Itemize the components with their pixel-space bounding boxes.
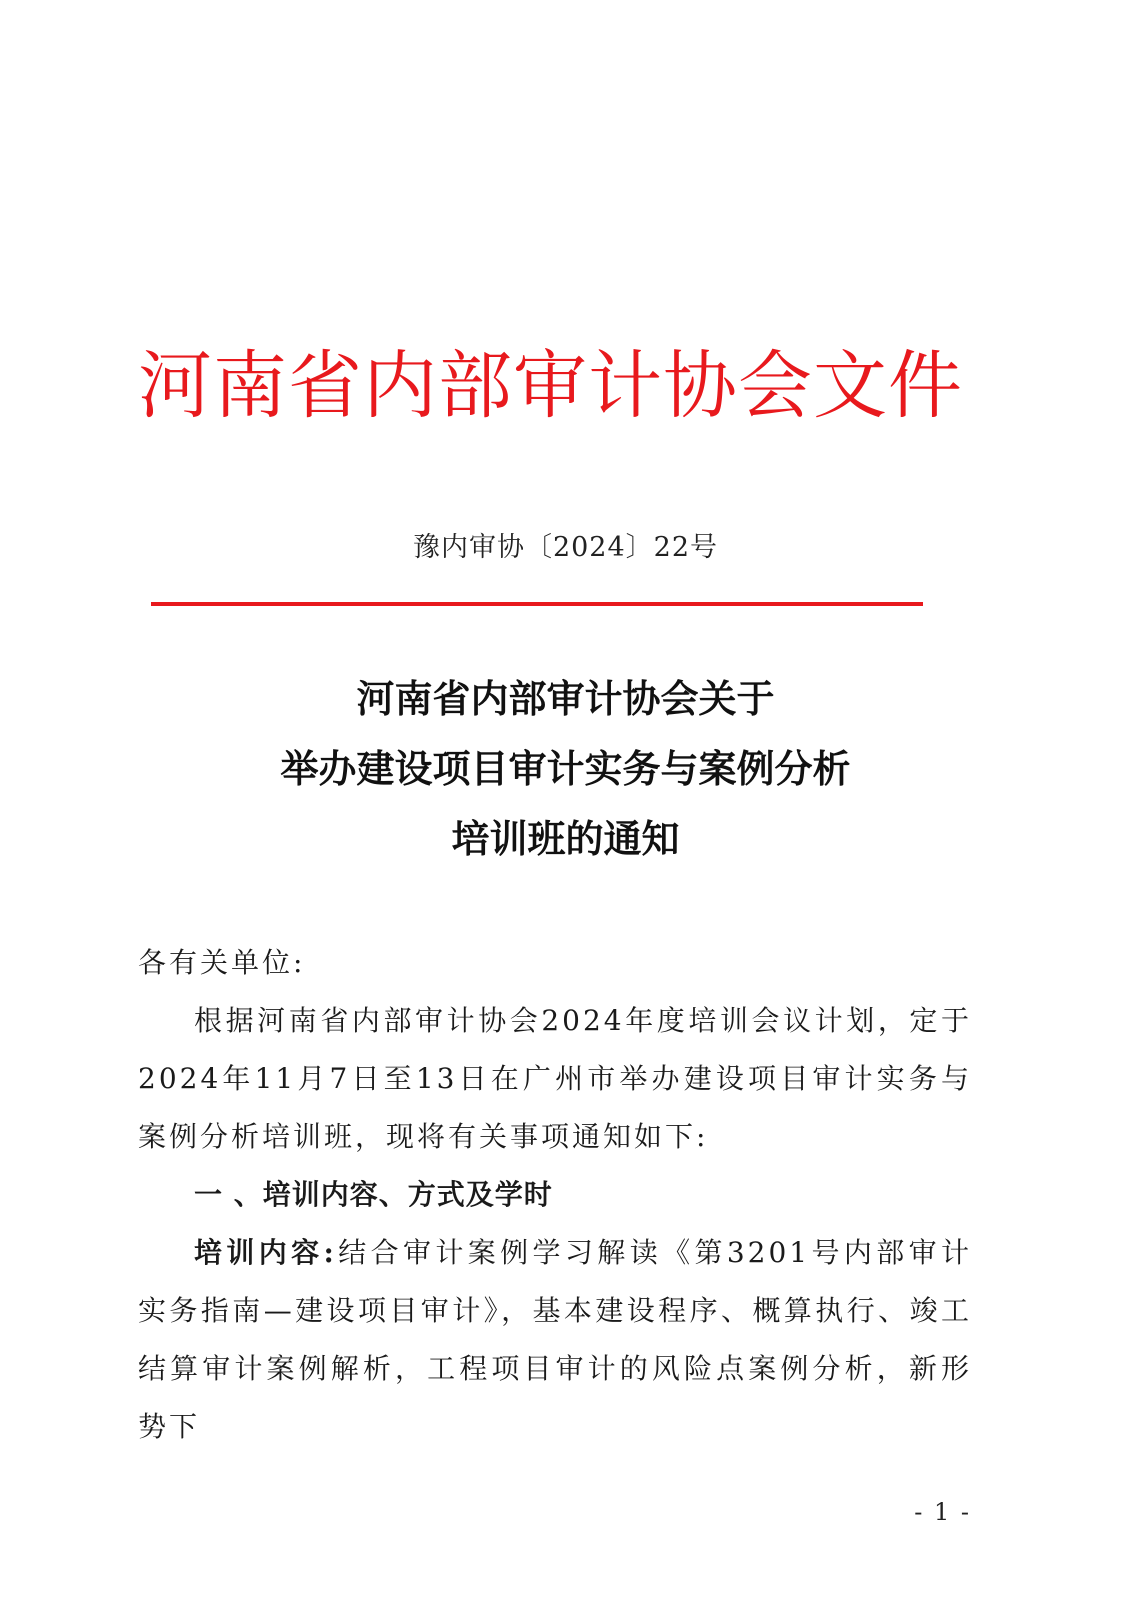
- document-number: 豫内审协〔2024〕22号: [412, 532, 719, 563]
- notice-title-line-3: 培训班的通知: [451, 816, 680, 861]
- salutation: 各有关单位:: [138, 946, 306, 979]
- page-number: - 1 -: [914, 1498, 971, 1526]
- notice-title-line-1: 河南省内部审计协会关于: [356, 676, 775, 721]
- content-label: 培训内容:: [194, 1236, 337, 1269]
- issuer-title: 河南省内部审计协会文件: [138, 343, 963, 429]
- notice-title-line-2: 举办建设项目审计实务与案例分析: [280, 746, 851, 791]
- content-paragraph: [138, 1224, 972, 1456]
- intro-paragraph: 根据河南省内部审计协会2024年度培训会议计划，定于2024年11月7日至13日在广州市举办建设项目审计实务与案例分析培训班，现将有关事项通知如下:: [138, 1004, 972, 1153]
- notice-title: [0, 664, 1131, 874]
- section-heading-1: 一 、培训内容、方式及学时: [194, 1178, 553, 1211]
- content-text: 结合审计案例学习解读《第3201号内部审计实务指南—建设项目审计》，基本建设程序、概算执行、竣工结算审计案例解析，工程项目审计的风险点案例分析，新形势下: [138, 1236, 972, 1443]
- red-divider-line: [151, 602, 923, 606]
- document-body: [138, 934, 972, 1456]
